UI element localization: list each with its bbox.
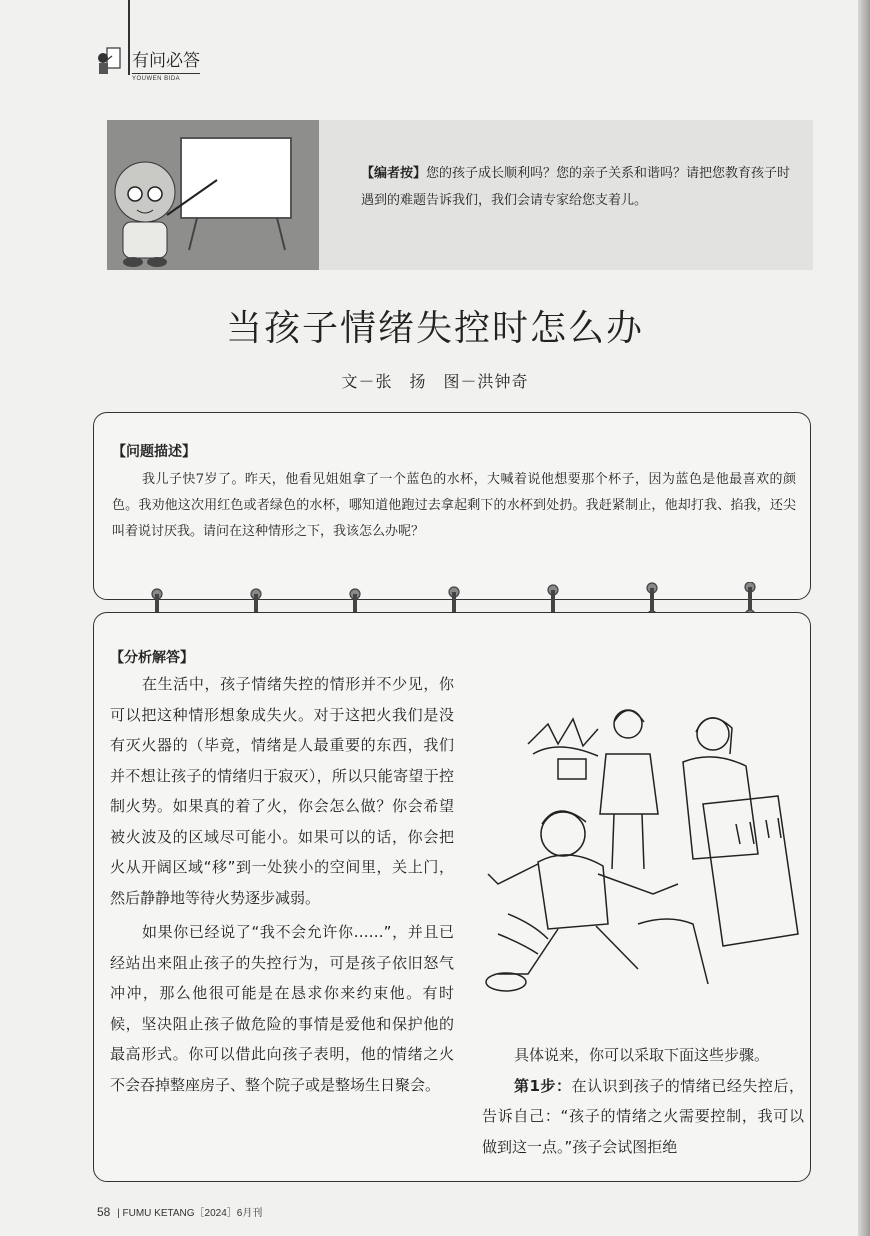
editor-note — [361, 160, 791, 214]
problem-box — [93, 412, 811, 600]
teacher-illustration — [107, 120, 319, 270]
family-illustration — [478, 684, 810, 1002]
problem-label: 【问题描述】 — [112, 444, 196, 460]
answer-label: 【分析解答】 — [110, 650, 194, 666]
footer-magazine: | FUMU KETANG［2024］6月刊 — [117, 1208, 263, 1219]
section-header — [96, 46, 200, 82]
answer-left-column — [110, 669, 454, 1104]
section-title-en: YOUWEN BIDA — [132, 76, 181, 82]
page-number: 58 — [97, 1205, 111, 1219]
answer-paragraph-1: 在生活中，孩子情绪失控的情形并不少见，你可以把这种情形想象成失火。对于这把火我们是没有灭火器的（毕竟，情绪是人最重要的东西，我们并不想让孩子的情绪归于寂灭），所以只能寄望于控制火势。如果真的着了火，你会怎么做？你会希望被火波及的区域尽可能小。如果可以的话，你会把火从开阔区域“移”到一处狭小的空间里，关上门，然后静静地等待火势逐步减弱。 — [110, 675, 454, 907]
editor-note-label: 【编者按】 — [361, 166, 427, 181]
step-1-text: 在认识到孩子的情绪已经失控后，告诉自己：“孩子的情绪之火需要控制，我可以做到这一点。”孩子会试图拒绝 — [482, 1076, 804, 1156]
answer-paragraph-2: 如果你已经说了“我不会允许你……”，并且已经站出来阻止孩子的失控行为，可是孩子依旧怒气冲冲，那么他很可能是在恳求你来约束他。有时候，坚决阻止孩子做危险的事情是爱他和保护他的最高形式。你可以借此向孩子表明，他的情绪之火不会吞掉整座房子、整个院子或是整场生日聚会。 — [110, 923, 454, 1094]
page-footer — [97, 1204, 262, 1219]
problem-text: 我儿子快7岁了。昨天，他看见姐姐拿了一个蓝色的水杯，大喊着说他想要那个杯子，因为蓝色是他最喜欢的颜色。我劝他这次用红色或者绿色的水杯，哪知道他跑过去拿起剩下的水杯到处扔。我赶紧制止，他却打我、掐我，还尖叫着说讨厌我。请问在这种情形之下，我该怎么办呢？ — [112, 472, 796, 539]
article-title: 当孩子情绪失控时怎么办 — [225, 308, 644, 349]
answer-step-1 — [482, 1071, 804, 1163]
section-icon — [96, 46, 122, 76]
answer-right-column — [482, 1040, 804, 1162]
editor-note-box — [107, 120, 813, 270]
answer-paragraph-3: 具体说来，你可以采取下面这些步骤。 — [514, 1046, 770, 1064]
article-byline: 文－张 扬 图－洪钟奇 — [341, 372, 529, 391]
page-spine-shadow — [858, 0, 870, 1236]
editor-note-text: 您的孩子成长顺利吗？您的亲子关系和谐吗？请把您教育孩子时遇到的难题告诉我们，我们会请专家给您支着儿。 — [361, 166, 791, 208]
step-1-label: 第1步： — [514, 1076, 572, 1095]
section-title: 有问必答 — [132, 46, 200, 74]
